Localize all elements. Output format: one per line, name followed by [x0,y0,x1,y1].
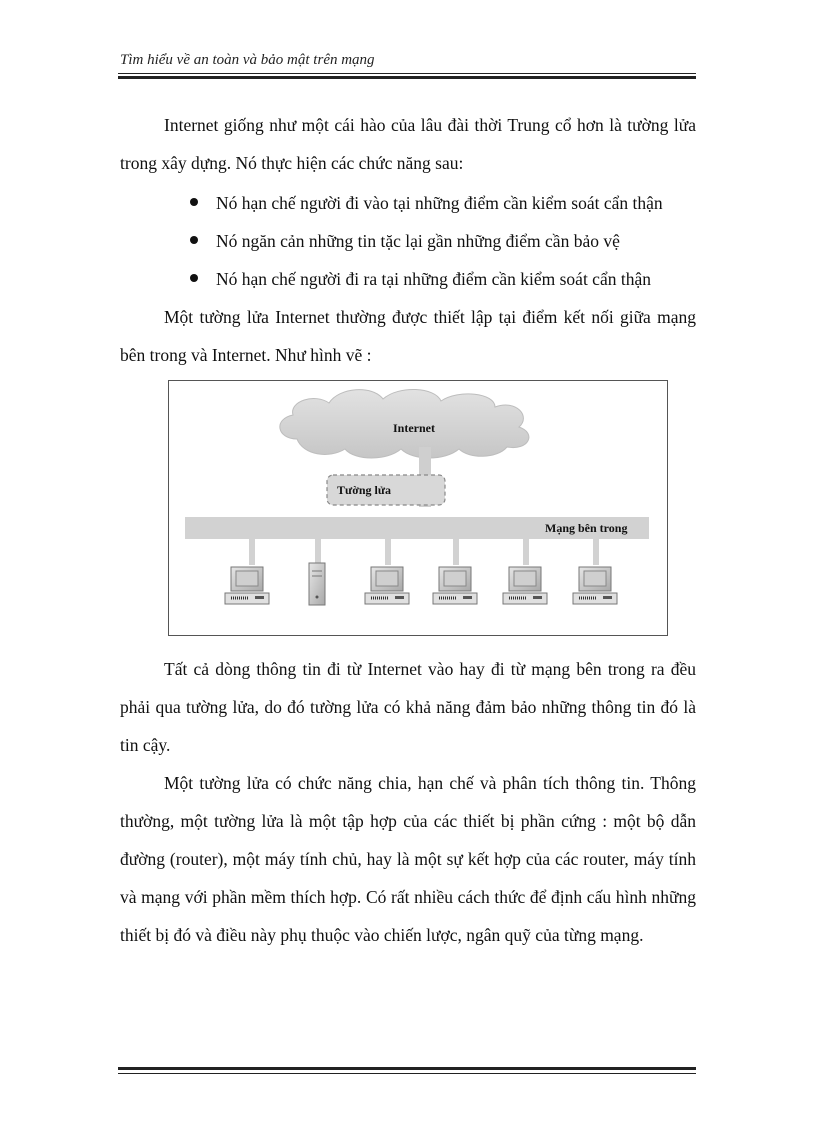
pc-icon [225,567,269,604]
firewall-diagram [168,380,668,636]
paragraph-setup: Một tường lửa Internet thường được thiết lập tại điểm kết nối giữa mạng bên trong và Internet. Như hình vẽ : [120,307,696,365]
drop-lines [249,539,599,565]
bullet-icon [190,236,198,244]
paragraph-flow: Tất cả dòng thông tin đi từ Internet vào hay đi từ mạng bên trong ra đều phải qua tường lửa, do đó tường lửa có khả năng đảm bảo những thông tin đó là tin cậy. [120,659,696,755]
paragraph-functions: Một tường lửa có chức năng chia, hạn chế và phân tích thông tin. Thông thường, một tường lửa là một tập hợp của các thiết bị phần cứng : một bộ dẫn đường (router), một máy tính chủ, hay là một sự kết hợp của các router, máy tính và mạng với phần mềm thích hợp. Có rất nhiều cách thức để định cấu hình những thiết bị đó và điều này phụ thuộc vào chiến lược, ngân quỹ của từng mạng. [120,773,696,945]
paragraph-intro: Internet giống như một cái hào của lâu đài thời Trung cổ hơn là tường lửa trong xây dựng. Nó thực hiện các chức năng sau: [120,115,696,173]
network-label: Mạng bên trong [545,521,628,535]
pc-icon [573,567,617,604]
function-list [186,184,663,298]
internet-cloud [280,389,529,458]
header-rule-thick [118,76,696,79]
footer-rule-thin [118,1073,696,1074]
firewall-label: Tường lửa [337,483,392,497]
bullet-icon [190,198,198,206]
footer-rule-thick [118,1067,696,1070]
list-item: Nó ngăn cản những tin tặc lại gần những điểm cần bảo vệ [186,222,663,260]
header-title: Tìm hiểu về an toàn và bảo mật trên mạng [120,52,375,68]
pc-icon [503,567,547,604]
pc-icon [365,567,409,604]
firewall-box [327,475,445,505]
cloud-label: Internet [393,421,435,435]
list-item: Nó hạn chế người đi ra tại những điểm cần kiểm soát cẩn thận [186,260,663,298]
pc-icon [433,567,477,604]
list-item: Nó hạn chế người đi vào tại những điểm cần kiểm soát cẩn thận [186,184,663,222]
internal-network-bus [185,517,649,539]
bullet-icon [190,274,198,282]
server-icon [309,563,325,605]
header-rule-thin [118,73,696,74]
